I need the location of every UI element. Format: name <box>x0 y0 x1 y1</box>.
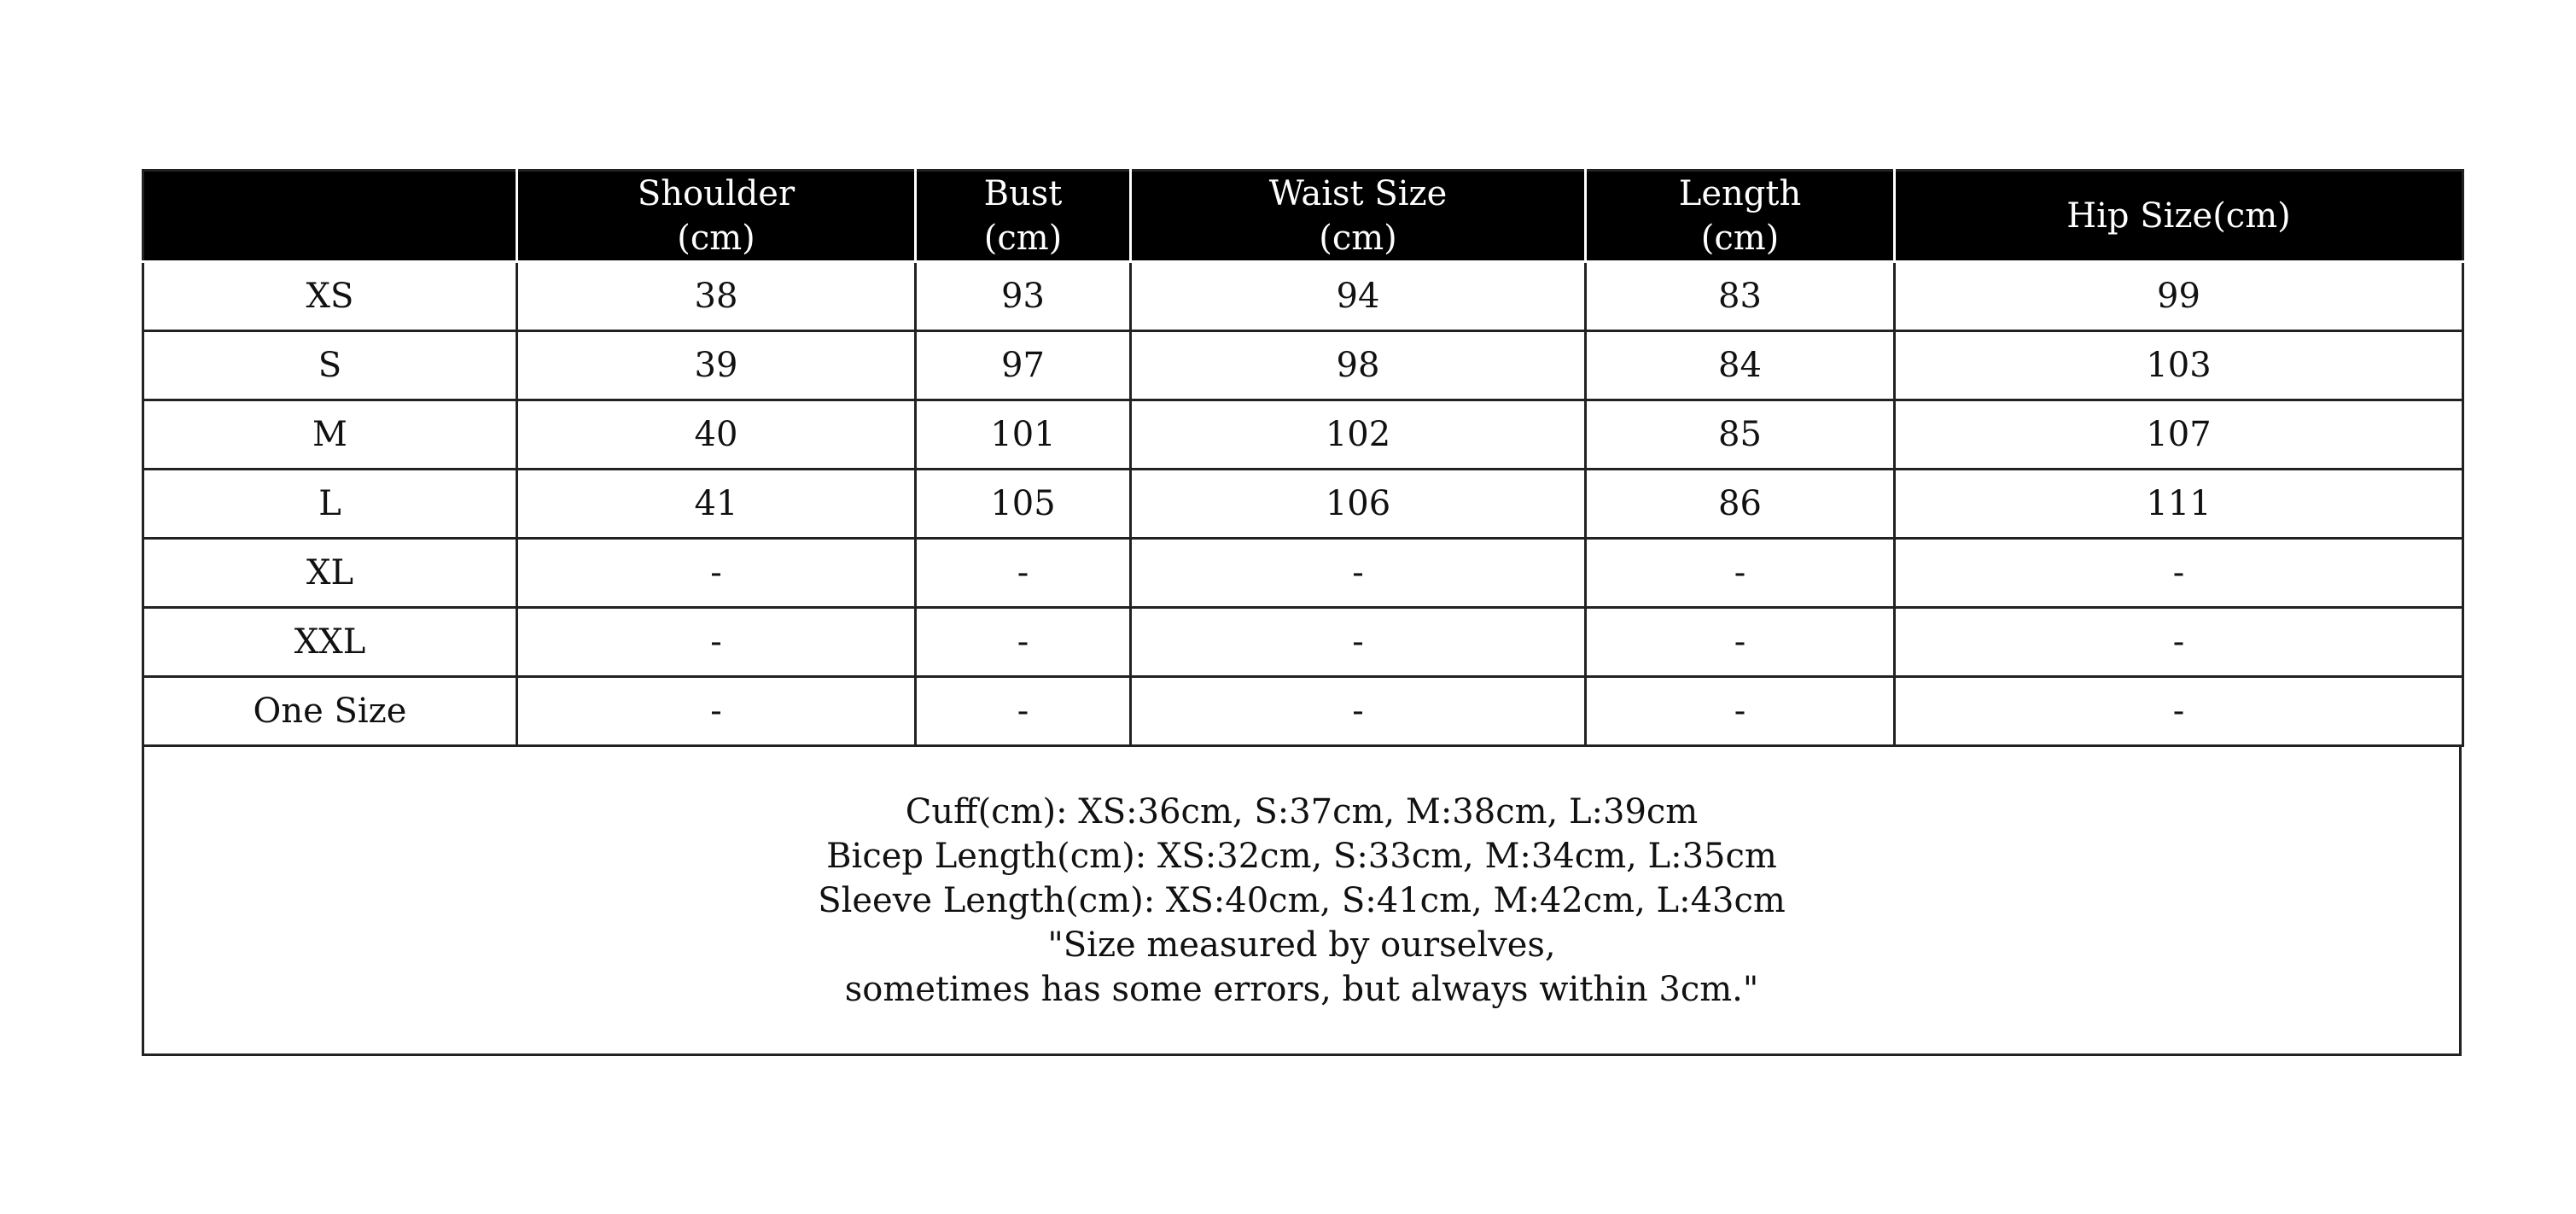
waist-value: - <box>1131 677 1586 746</box>
waist-value: 102 <box>1131 400 1586 470</box>
hip-value: 111 <box>1895 470 2463 539</box>
size-label: XXL <box>143 608 517 677</box>
bust-value: 105 <box>916 470 1131 539</box>
shoulder-value: - <box>517 539 916 608</box>
bust-value: 97 <box>916 331 1131 400</box>
table-header <box>143 171 2463 262</box>
disclaimer-line-1: "Size measured by ourselves, <box>1047 925 1556 965</box>
size-label: One Size <box>143 677 517 746</box>
size-label: L <box>143 470 517 539</box>
header-waist <box>1131 171 1586 262</box>
hip-value: - <box>1895 677 2463 746</box>
header-length-label: Length <box>1678 174 1802 213</box>
bust-value: 93 <box>916 262 1131 331</box>
header-shoulder <box>517 171 916 262</box>
header-hip: Hip Size(cm) <box>1895 171 2463 262</box>
table-body <box>143 262 2463 746</box>
waist-value: - <box>1131 539 1586 608</box>
bust-value: - <box>916 677 1131 746</box>
shoulder-value: - <box>517 677 916 746</box>
header-shoulder-label: Shoulder <box>637 174 796 213</box>
bicep-note: Bicep Length(cm): XS:32cm, S:33cm, M:34cm, L:35cm <box>826 836 1777 876</box>
header-waist-unit: (cm) <box>1319 219 1397 258</box>
bust-value: - <box>916 539 1131 608</box>
shoulder-value: 41 <box>517 470 916 539</box>
hip-value: - <box>1895 608 2463 677</box>
cuff-note: Cuff(cm): XS:36cm, S:37cm, M:38cm, L:39cm <box>905 791 1699 832</box>
waist-value: 94 <box>1131 262 1586 331</box>
hip-value: 103 <box>1895 331 2463 400</box>
header-bust <box>916 171 1131 262</box>
shoulder-value: 38 <box>517 262 916 331</box>
shoulder-value: - <box>517 608 916 677</box>
length-value: - <box>1586 539 1895 608</box>
size-table <box>142 169 2464 747</box>
size-chart <box>142 169 2462 1056</box>
header-bust-unit: (cm) <box>983 219 1063 258</box>
bust-value: - <box>916 608 1131 677</box>
length-value: 83 <box>1586 262 1895 331</box>
length-value: - <box>1586 677 1895 746</box>
table-row <box>143 400 2463 470</box>
table-row <box>143 539 2463 608</box>
length-value: 84 <box>1586 331 1895 400</box>
header-shoulder-unit: (cm) <box>677 219 755 258</box>
size-label: XL <box>143 539 517 608</box>
header-row <box>143 171 2463 262</box>
header-waist-label: Waist Size <box>1268 174 1448 213</box>
table-row <box>143 331 2463 400</box>
sleeve-note: Sleeve Length(cm): XS:40cm, S:41cm, M:42cm, L:43cm <box>818 880 1786 920</box>
header-length <box>1586 171 1895 262</box>
size-label: S <box>143 331 517 400</box>
shoulder-value: 39 <box>517 331 916 400</box>
header-length-unit: (cm) <box>1700 219 1780 258</box>
size-label: M <box>143 400 517 470</box>
waist-value: - <box>1131 608 1586 677</box>
hip-value: - <box>1895 539 2463 608</box>
table-row <box>143 470 2463 539</box>
length-value: 85 <box>1586 400 1895 470</box>
table-row <box>143 677 2463 746</box>
length-value: 86 <box>1586 470 1895 539</box>
shoulder-value: 40 <box>517 400 916 470</box>
measurement-notes <box>142 747 2462 1056</box>
waist-value: 106 <box>1131 470 1586 539</box>
hip-value: 107 <box>1895 400 2463 470</box>
table-row <box>143 262 2463 331</box>
bust-value: 101 <box>916 400 1131 470</box>
disclaimer-line-2: sometimes has some errors, but always within 3cm." <box>844 969 1759 1009</box>
size-label: XS <box>143 262 517 331</box>
header-bust-label: Bust <box>983 174 1063 213</box>
table-row <box>143 608 2463 677</box>
hip-value: 99 <box>1895 262 2463 331</box>
waist-value: 98 <box>1131 331 1586 400</box>
header-corner-cell <box>143 171 517 262</box>
length-value: - <box>1586 608 1895 677</box>
